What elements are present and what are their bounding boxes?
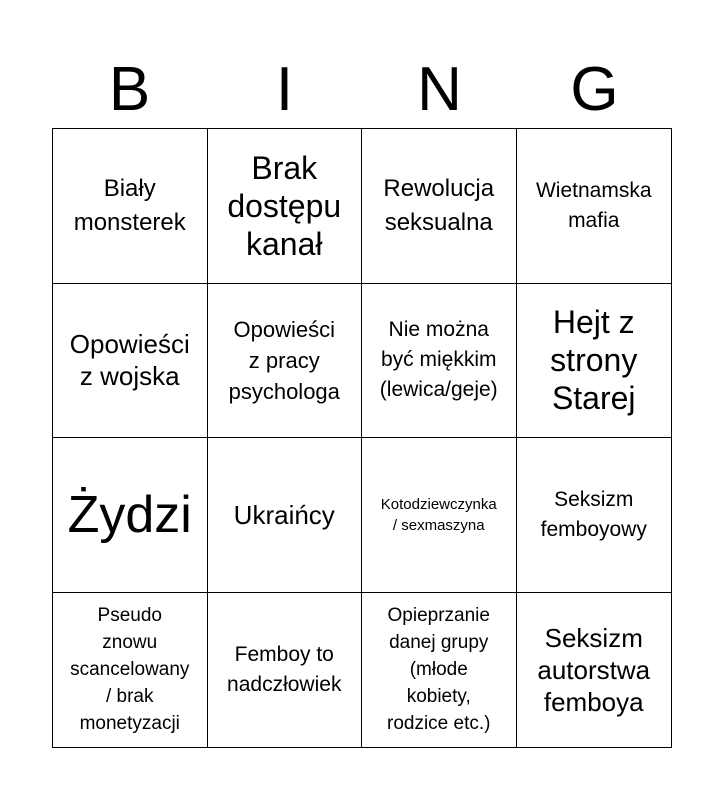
header-letter-g: G [570, 55, 619, 124]
bingo-cell[interactable] [362, 129, 517, 284]
bingo-cell[interactable] [517, 129, 672, 284]
cell-text: Ukraińcy [233, 499, 335, 530]
bingo-cell[interactable] [53, 593, 208, 748]
cell-text: Żydzi [67, 485, 192, 544]
bingo-cell[interactable] [208, 438, 363, 593]
bingo-cell[interactable] [53, 129, 208, 284]
header-letter-n: N [417, 55, 462, 124]
cell-text: Pseudo znowu scancelowany / brak monetyzacji [70, 605, 190, 735]
cell-text: Opowieści z wojska [69, 329, 190, 392]
bingo-cell[interactable] [208, 284, 363, 439]
bingo-cell[interactable] [362, 438, 517, 593]
cell-text: Opowieści z pracy psychologa [228, 316, 340, 404]
cell-text: Wietnamska mafia [535, 178, 652, 232]
bingo-cell[interactable] [53, 284, 208, 439]
bingo-cell[interactable] [362, 593, 517, 748]
cell-text: Kotodziewczynka / sexmaszyna [380, 495, 497, 534]
bingo-cell[interactable] [517, 438, 672, 593]
bingo-cell[interactable] [53, 438, 208, 593]
bingo-cell[interactable] [517, 593, 672, 748]
cell-text: Opieprzanie danej grupy (młode kobiety, rodzice etc.) [387, 605, 491, 735]
bingo-cell[interactable] [362, 284, 517, 439]
cell-text: Seksizm femboyowy [540, 487, 647, 541]
cell-text: Femboy to nadczłowiek [227, 642, 342, 696]
cell-text: Brak dostępu kanał [227, 149, 342, 262]
bingo-cell[interactable] [208, 593, 363, 748]
header-letter-b: B [108, 55, 151, 124]
bingo-board [52, 128, 672, 748]
cell-text: Seksizm autorstwa femboya [537, 622, 651, 717]
bingo-cell[interactable] [208, 129, 363, 284]
bingo-cell[interactable] [517, 284, 672, 439]
cell-text: Nie można być miękkim (lewica/geje) [379, 318, 498, 402]
header-letter-i: I [275, 55, 294, 124]
cell-text: Hejt z strony Starej [550, 304, 638, 417]
cell-text: Rewolucja seksualna [383, 174, 495, 236]
bingo-header [52, 52, 672, 128]
cell-text: Biały monsterek [73, 174, 186, 236]
